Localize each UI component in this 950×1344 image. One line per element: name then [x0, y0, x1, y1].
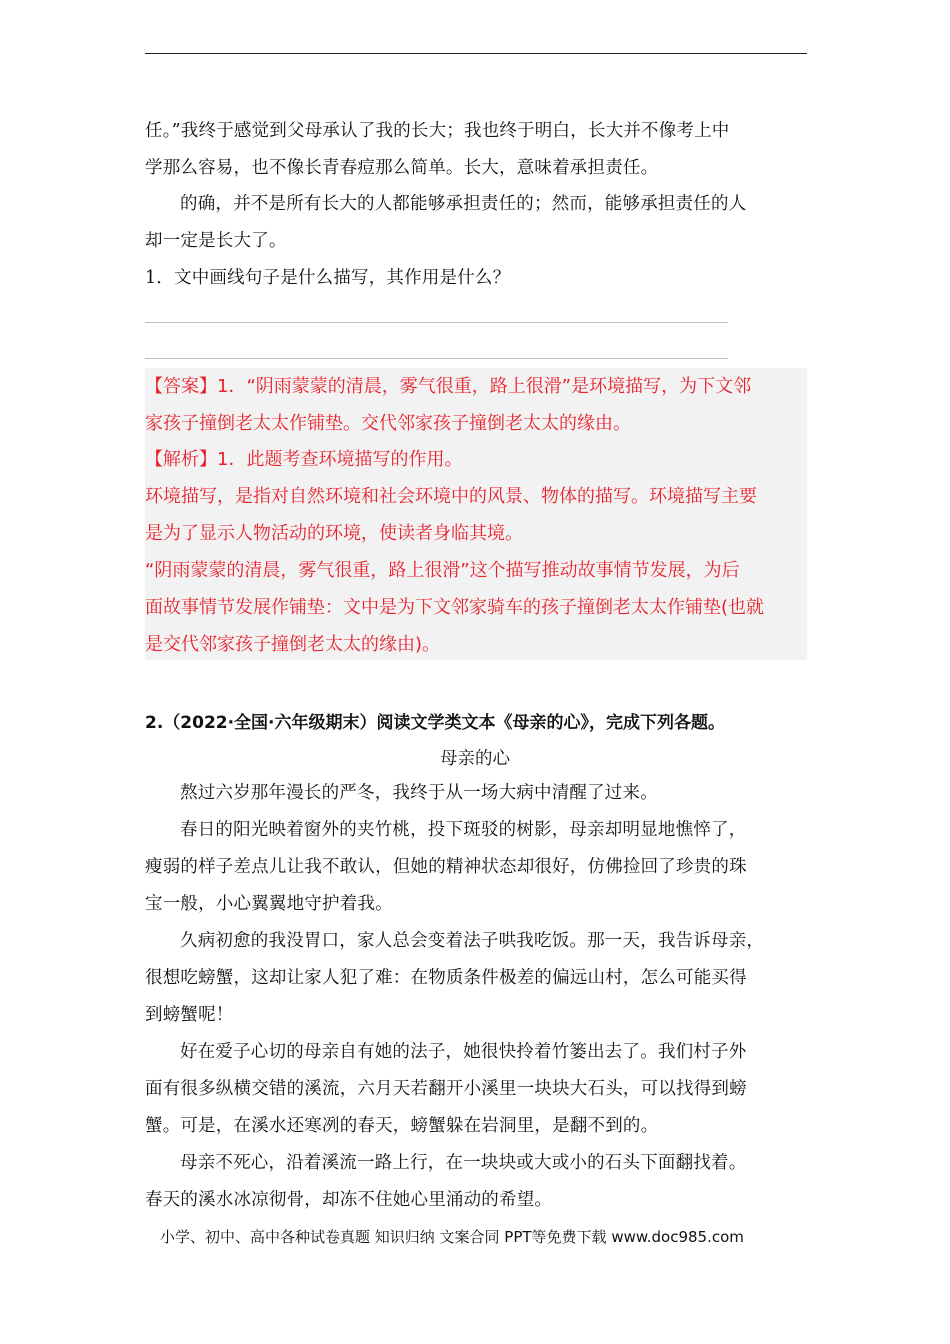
passage-line: 母亲不死心，沿着溪流一路上行，在一块块或大或小的石头下面翻找着。 — [180, 1153, 747, 1173]
passage-line: 的确，并不是所有长大的人都能够承担责任的；然而，能够承担责任的人 — [180, 194, 747, 214]
question-1: 1．文中画线句子是什么描写，其作用是什么？ — [145, 268, 511, 288]
passage-title: 母亲的心 — [440, 749, 510, 769]
passage-line: 学那么容易，也不像长青春痘那么简单。长大，意味着承担责任。 — [145, 158, 659, 178]
passage-line: 春天的溪水冰凉彻骨，却冻不住她心里涌动的希望。 — [145, 1190, 553, 1210]
analysis-line: 面故事情节发展作铺垫：文中是为下文邻家骑车的孩子撞倒老太太作铺垫(也就 — [145, 597, 765, 618]
question-2-heading: 2.（2022·全国·六年级期末）阅读文学类文本《母亲的心》，完成下列各题。 — [145, 713, 726, 733]
answer-blank-line — [145, 358, 728, 359]
passage-line: 瘦弱的样子差点儿让我不敢认，但她的精神状态却很好，仿佛捡回了珍贵的珠 — [145, 857, 747, 877]
analysis-line: “阴雨蒙蒙的清晨，雾气很重，路上很滑”这个描写推动故事情节发展，为后 — [145, 560, 740, 581]
footer-text: 小学、初中、高中各种试卷真题 知识归纳 文案合同 PPT等免费下载 www.doc985.com — [160, 1228, 744, 1246]
analysis-line: 是为了显示人物活动的环境，使读者身临其境。 — [145, 523, 523, 544]
answer-line: 家孩子撞倒老太太作铺垫。交代邻家孩子撞倒老太太的缘由。 — [145, 413, 631, 434]
passage-line: 蟹。可是，在溪水还寒冽的春天，螃蟹躲在岩洞里，是翻不到的。 — [145, 1116, 659, 1136]
passage-line: 到螃蟹呢！ — [145, 1005, 234, 1025]
passage-line: 很想吃螃蟹，这却让家人犯了难：在物质条件极差的偏远山村，怎么可能买得 — [145, 968, 747, 988]
passage-line: 任。”我终于感觉到父母承认了我的长大；我也终于明白，长大并不像考上中 — [145, 121, 730, 141]
passage-line: 春日的阳光映着窗外的夹竹桃，投下斑驳的树影，母亲却明显地憔悴了， — [180, 820, 747, 840]
passage-line: 久病初愈的我没胃口，家人总会变着法子哄我吃饭。那一天，我告诉母亲， — [180, 931, 765, 951]
passage-line: 却一定是长大了。 — [145, 231, 287, 251]
header-rule — [145, 53, 807, 54]
passage-line: 好在爱子心切的母亲自有她的法子，她很快拎着竹篓出去了。我们村子外 — [180, 1042, 747, 1062]
analysis-line: 【解析】1．此题考查环境描写的作用。 — [145, 449, 463, 470]
passage-line: 面有很多纵横交错的溪流，六月天若翻开小溪里一块块大石头，可以找得到螃 — [145, 1079, 747, 1099]
answer-line: 【答案】1．“阴雨蒙蒙的清晨，雾气很重，路上很滑”是环境描写，为下文邻 — [145, 376, 752, 397]
passage-line: 宝一般，小心翼翼地守护着我。 — [145, 894, 393, 914]
passage-line: 熬过六岁那年漫长的严冬，我终于从一场大病中清醒了过来。 — [180, 783, 658, 803]
analysis-line: 环境描写，是指对自然环境和社会环境中的风景、物体的描写。环境描写主要 — [145, 486, 757, 507]
answer-blank-line — [145, 322, 728, 323]
analysis-line: 是交代邻家孩子撞倒老太太的缘由)。 — [145, 634, 441, 655]
